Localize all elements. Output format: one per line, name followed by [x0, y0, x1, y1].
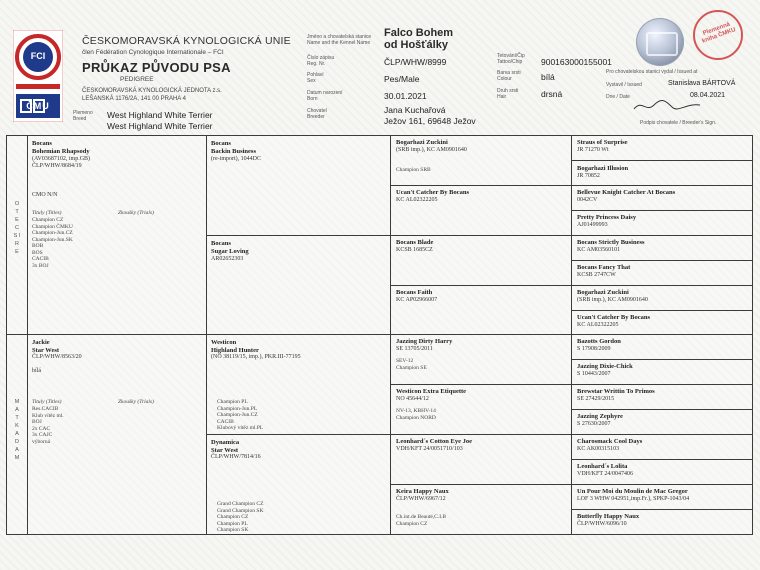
dam-title: BOJ: [32, 419, 42, 425]
dam-reg: ČLP/WHW/8563/20: [32, 354, 82, 360]
ancestor-title: Champion SK: [217, 527, 249, 533]
dam-name: [32, 339, 59, 354]
ancestor-reg: KC AP02966007: [396, 297, 438, 303]
gen2-cell: [206, 135, 391, 236]
gen4-cell: [571, 434, 753, 460]
ancestor-name: Bogarhazi Illusion: [577, 165, 629, 172]
ancestor-titles: Champion SRB: [396, 167, 431, 173]
gen3-cell: [390, 135, 572, 186]
hair-label-en: Hair: [497, 94, 507, 100]
sire-reg-line2: ČLP/WHW/8684/19: [32, 163, 82, 169]
gen3-cell: [390, 434, 572, 485]
logo-cmu-text: ČMU: [26, 101, 50, 111]
gen4-cell: [571, 359, 753, 385]
sire-reg: [32, 156, 90, 170]
breed-label: Plemeno: [73, 110, 93, 116]
ancestor-reg: KCSB 1685CZ: [396, 247, 433, 253]
ancestor-titles: [217, 501, 263, 534]
dog-reg-number: ČLP/WHW/8999: [384, 57, 447, 67]
sire-reg-line1: (AV03687102, imp.GB): [32, 156, 91, 162]
name-label: [307, 34, 371, 46]
name-label-en: Name and the Kennel Name: [307, 40, 371, 46]
breeder-label-en: Breeder: [307, 114, 325, 120]
ancestor-reg: S 17908/2009: [577, 346, 611, 352]
breeder-label-cz: Chovatel: [307, 108, 327, 114]
sire-title: Champion-Jun.CZ: [32, 230, 73, 236]
ancestor-name: Straus of Surprise: [577, 139, 628, 146]
issue-date-label: Dne / Date: [606, 94, 630, 100]
hair-label-cz: Druh srsti: [497, 88, 519, 94]
ancestor-name: Leonhard´s Lolita: [577, 463, 628, 470]
issuer-name: ČESKOMORAVSKÁ KYNOLOGICKÁ JEDNOTA z.s.: [82, 88, 222, 94]
gen4-cell: [571, 334, 753, 360]
sex-label: [307, 72, 324, 84]
gen4-cell: [571, 384, 753, 410]
gen2-cell: [206, 434, 391, 535]
ancestor-name-line2: Star West: [211, 446, 239, 454]
signature-caption: Podpis chovatele / Breeder's Sign.: [640, 120, 717, 126]
ancestor-reg: AR02652303: [211, 256, 244, 262]
gen4-cell: [571, 160, 753, 186]
ancestor-reg: 0042CV: [577, 197, 598, 203]
ancestor-title: Champion CZ: [217, 514, 249, 520]
ancestor-reg: (re-import), 1044DC: [211, 156, 261, 162]
ancestor-reg: (NO 38119/15, imp.), PKR.III-77195: [211, 354, 301, 360]
dam-titles-list: [32, 406, 64, 445]
ancestor-name-line1: Bocans: [211, 140, 231, 147]
ancestor-reg: ČLP/WHW/6096/10: [577, 521, 627, 527]
ancestor-name-line2: Sugar Loving: [211, 247, 249, 255]
cmku-logo: [13, 30, 63, 122]
gen3-cell: [390, 185, 572, 236]
registrar-signature: [632, 97, 702, 115]
dog-name-line1: Falco Bohem: [384, 27, 454, 39]
ancestor-reg: KC AL02322205: [396, 197, 438, 203]
sire-title: BOB: [32, 243, 44, 249]
ancestor-title: Champion PL: [217, 399, 248, 405]
sire-cell: [27, 135, 207, 335]
ancestor-name: Westicon Extra Etiquette: [396, 388, 467, 395]
birth-label: [307, 90, 343, 102]
ancestor-reg: VDH/KFT 24/0051710/103: [396, 446, 463, 452]
issuer-address: LEŠANSKÁ 1176/2A, 141 00 PRAHA 4: [82, 96, 186, 102]
coat-type: drsná: [541, 89, 563, 99]
ancestor-name: Bocans Blade: [396, 239, 434, 246]
sex-label-cz: Pohlaví: [307, 72, 324, 78]
ancestor-title: Grand Champion CZ: [217, 501, 264, 507]
ancestor-reg: (SRB imp.), KC AM0901640: [577, 297, 648, 303]
ancestor-reg: ČLP/WHW/7814/16: [211, 454, 261, 460]
chip-label: [497, 53, 525, 65]
reg-label-en: Reg. Nr.: [307, 61, 326, 67]
ancestor-titles: Ch.int.de Beauté,C.I.B Champion CZ: [396, 514, 447, 527]
issue-date: 08.04.2021: [690, 92, 726, 99]
ancestor-name: Un Pour Moi du Moulin de Mac Gregor: [577, 488, 688, 495]
sire-title: CACIB: [32, 256, 49, 262]
ancestor-name-line2: Backin Business: [211, 147, 256, 155]
ancestor-reg: AJ01499993: [577, 222, 608, 228]
ancestor-title: Klubový vítěz ml.PL: [217, 425, 264, 431]
gen4-cell: [571, 135, 753, 161]
colour-label-en: Colour: [497, 76, 512, 82]
gen4-cell: [571, 260, 753, 286]
ancestor-name: Butterfly Happy Naux: [577, 513, 640, 520]
logo-fci-text: FCI: [30, 51, 46, 61]
document-subtitle: PEDIGREE: [120, 76, 154, 83]
sire-side-label: [13, 200, 21, 256]
gen4-cell: [571, 285, 753, 311]
gen3-cell: [390, 384, 572, 435]
ancestor-reg: KC AL02322205: [577, 322, 619, 328]
ancestor-reg: S 10443/2007: [577, 371, 611, 377]
ancestor-name: [211, 240, 249, 255]
ancestor-reg: LOF 3 WHW 042951,imp.Fr.), SPKP-1043/04: [577, 496, 690, 502]
dog-name-line2: od Hošťálky: [384, 39, 448, 51]
fci-membership: člen Fédération Cynologique Internationale – FCI: [82, 49, 224, 56]
sire-title: Champion CZ: [32, 217, 64, 223]
ancestor-reg: S 27630/2007: [577, 421, 611, 427]
breeder-label: [307, 108, 327, 120]
dog-birth-date: 30.01.2021: [384, 91, 427, 101]
ancestor-name: Ucan't Catcher By Bocans: [396, 189, 470, 196]
dam-title: 2x CAC: [32, 425, 51, 432]
coat-colour: bílá: [541, 72, 555, 82]
issued-at-label: Pro chovatelskou stanici vydal / Issued at: [606, 69, 698, 75]
ancestor-name-line2: Highland Hunter: [211, 346, 259, 354]
ancestor-reg: JR 70852: [577, 173, 600, 179]
ancestor-reg: JR 71270 Wt: [577, 147, 609, 153]
sire-trials-heading: Zkoušky (Trials): [118, 210, 154, 216]
gen3-cell: [390, 484, 572, 535]
hologram-seal: [636, 18, 684, 66]
ancestor-reg: KC AK00315103: [577, 446, 620, 452]
ancestor-reg: KC AM03560101: [577, 247, 621, 253]
dam-cell: [27, 334, 207, 535]
ancestor-name-line1: Bocans: [211, 240, 231, 247]
gen2-cell: [206, 235, 391, 335]
ancestor-name: [211, 439, 239, 454]
sire-title: BOS: [32, 249, 43, 256]
chip-label-cz: Tetování/Čip: [497, 53, 525, 59]
ancestor-reg: VDH/KFT 24/0047406: [577, 471, 634, 477]
dam-side-label-text: M A T K A D A M: [14, 399, 20, 461]
gen4-cell: [571, 210, 753, 236]
ancestor-name: Jazzing Zephyre: [577, 413, 623, 420]
colour-label-cz: Barva srsti: [497, 70, 521, 76]
sire-name-line2: Bohemian Rhapsody: [32, 147, 90, 155]
name-label-cz: Jméno a chovatelská stanice: [307, 34, 372, 40]
reg-label-cz: Číslo zápisu: [307, 55, 335, 61]
birth-label-cz: Datum narození: [307, 90, 343, 96]
ancestor-name: Bocans Fancy That: [577, 264, 631, 271]
ancestor-titles: SEV-12 Champion SE: [396, 358, 427, 371]
issued-by-name: Stanislava BÁRTOVÁ: [668, 80, 736, 87]
gen4-cell: [571, 235, 753, 261]
sex-label-en: Sex: [307, 78, 316, 84]
gen3-cell: [390, 285, 572, 335]
dam-side-label: [13, 398, 21, 462]
chip-number: 900163000155001: [541, 57, 612, 67]
breed-cz: West Highland White Terrier: [107, 110, 213, 120]
ancestor-name: Jazzing Dirty Harry: [396, 338, 453, 345]
gen3-cell: [390, 334, 572, 385]
sire-health: CMO N/N: [32, 192, 58, 198]
ancestor-name: Bogarhazi Zuckini: [577, 289, 629, 296]
dam-colour: bílá: [32, 368, 41, 374]
dam-name-line2: Star West: [32, 346, 60, 354]
dog-name: [384, 27, 453, 51]
gen4-cell: [571, 459, 753, 485]
ancestor-title: Champion-Jun.CZ: [217, 412, 258, 418]
ancestor-name: Jazzing Dixie-Chick: [577, 363, 633, 370]
gen4-cell: [571, 310, 753, 335]
gen2-cell: [206, 334, 391, 435]
ancestor-name: [211, 140, 256, 155]
studbook-stamp: [693, 10, 743, 60]
ancestor-reg: SE 27429/2015: [577, 396, 615, 402]
ancestor-titles: NV-13, KBHV-14 Champion NORD: [396, 408, 436, 421]
sire-title: Champion ČMKU: [32, 223, 73, 230]
breed-label-en: Breed: [73, 116, 87, 122]
ancestor-title: Grand Champion SK: [217, 507, 264, 514]
reg-label: [307, 55, 334, 67]
ancestor-title: Champion PL: [217, 520, 248, 527]
ancestor-name: Bogarhazi Zuckini: [396, 139, 448, 146]
ancestor-name: Charosmack Cool Days: [577, 438, 643, 445]
gen3-cell: [390, 235, 572, 286]
sire-title: Champion-Jun.SK: [32, 236, 73, 243]
ancestor-reg: ČLP/WHW/6967/12: [396, 496, 446, 502]
chip-label-en: Tattoo/Chip: [497, 59, 523, 65]
ancestor-name: Leonhard´s Cotton Eye Joe: [396, 438, 473, 445]
ancestor-name: Brewstar Writtin To Primos: [577, 388, 655, 395]
ancestor-reg: (SRB imp.), KC AM0901640: [396, 147, 467, 153]
hair-label: [497, 88, 518, 100]
breeder-name: Jana Kuchařová: [384, 105, 446, 115]
colour-label: [497, 70, 521, 82]
ancestor-name: [211, 339, 259, 354]
dam-title: 3x CAJC: [32, 432, 53, 438]
org-name: ČESKOMORAVSKÁ KYNOLOGICKÁ UNIE: [82, 35, 291, 47]
sire-title: 3x BOJ: [32, 262, 49, 269]
ancestor-name: Bocans Strictly Business: [577, 239, 645, 246]
gen4-cell: [571, 409, 753, 435]
sire-titles-list: [32, 217, 73, 269]
dam-name-line1: Jackie: [32, 339, 50, 346]
dog-sex: Pes/Male: [384, 74, 420, 84]
dam-trials-heading: Zkoušky (Trials): [118, 399, 154, 405]
breed-en: West Highland White Terrier: [107, 121, 213, 131]
sire-side-label-text: O T E C S I R E: [13, 201, 21, 255]
ancestor-titles: [217, 399, 263, 432]
gen4-cell: [571, 484, 753, 510]
ancestor-reg: KCSB 2747CW: [577, 272, 616, 278]
ancestor-reg: SE 13705/2011: [396, 346, 433, 352]
ancestor-name: Pretty Princess Daisy: [577, 214, 637, 221]
ancestor-name: Bocans Faith: [396, 289, 433, 296]
ancestor-name-line1: Dynamica: [211, 439, 240, 446]
ancestor-name-line1: Westicon: [211, 339, 237, 346]
ancestor-name: Ucan't Catcher By Bocans: [577, 314, 651, 321]
sire-name-line1: Bocans: [32, 140, 52, 147]
breeder-address: Ježov 161, 69648 Ježov: [384, 116, 476, 126]
gen4-cell: [571, 185, 753, 211]
ancestor-title: Champion-Jun.PL: [217, 405, 258, 412]
document-title: PRŮKAZ PŮVODU PSA: [82, 60, 231, 75]
dam-title: Klub vítěz ml.: [32, 412, 64, 419]
ancestor-reg: NO 45644/12: [396, 396, 429, 402]
ancestor-title: CACIB: [217, 418, 234, 425]
stamp-text: Plemenná kniha ČMKU: [701, 21, 737, 45]
sire-name: [32, 140, 90, 155]
birth-label-en: Born: [307, 96, 318, 102]
gen4-cell: [571, 509, 753, 535]
dam-title: Res.CACIB: [32, 406, 59, 412]
dam-title: výborná: [32, 438, 51, 445]
dam-titles-heading: Tituly (Titles): [32, 399, 62, 405]
ancestor-name: Bellevue Knight Catcher At Bocans: [577, 189, 676, 196]
ancestor-name: Bazotts Gordon: [577, 338, 621, 345]
issued-by-label: Vystavil / Issued: [606, 82, 642, 88]
ancestor-name: Keira Happy Naux: [396, 488, 449, 495]
sire-titles-heading: Tituly (Titles): [32, 210, 62, 216]
